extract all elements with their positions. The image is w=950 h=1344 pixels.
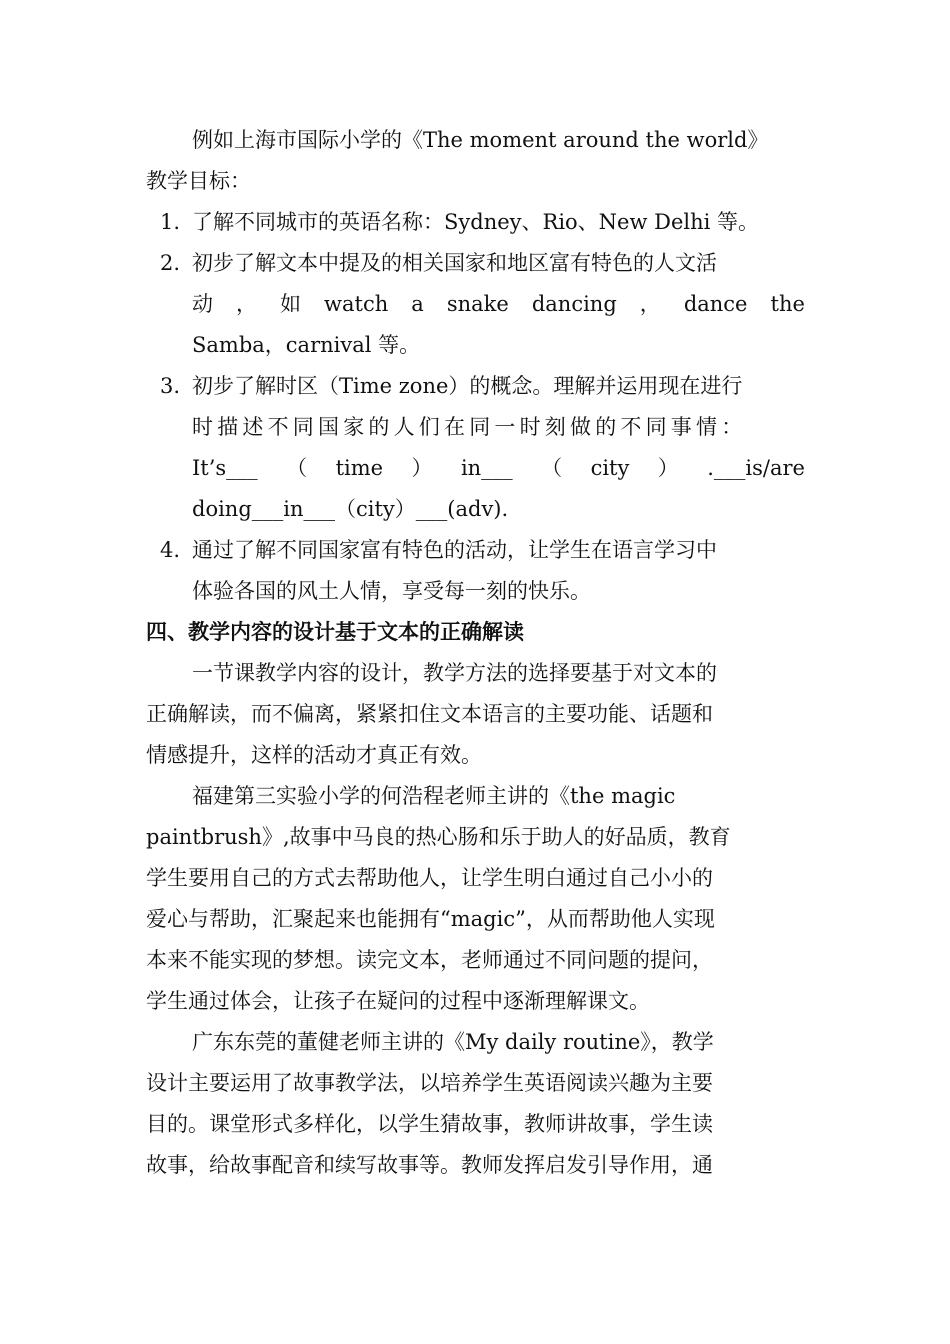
word: .___is/are — [707, 456, 805, 480]
word: in___ — [460, 456, 513, 480]
paragraph-line: 目的。课堂形式多样化，以学生猜故事，教师讲故事，学生读 — [146, 1112, 713, 1136]
word: the — [770, 292, 805, 316]
paragraph-line: 广东东莞的董健老师主讲的《My daily routine》，教学 — [192, 1030, 714, 1054]
justified-line — [192, 289, 805, 319]
intro-line: 例如上海市国际小学的《The moment around the world》 — [192, 128, 769, 152]
word: city — [590, 456, 630, 480]
list-item-text: 了解不同城市的英语名称：Sydney、Rio、New Delhi 等。 — [192, 210, 760, 234]
list-item-text: 初步了解文本中提及的相关国家和地区富有特色的人文活 — [192, 251, 717, 275]
list-item-text: 体验各国的风土人情，享受每一刻的快乐。 — [192, 579, 591, 603]
word: （ — [541, 456, 563, 480]
word: ） — [657, 456, 679, 480]
word: a — [411, 292, 424, 316]
list-item-text — [192, 412, 805, 442]
objectives-label: 教学目标： — [146, 169, 251, 193]
word: dance — [683, 292, 748, 316]
paragraph-line: 情感提升，这样的活动才真正有效。 — [146, 743, 482, 767]
paragraph-line: 学生通过体会，让孩子在疑问的过程中逐渐理解课文。 — [146, 989, 650, 1013]
text: 时描述不同国家的人们在同一时刻做的不同事情： — [192, 415, 747, 439]
paragraph-line: 爱心与帮助，汇聚起来也能拥有“magic”，从而帮助他人实现 — [146, 907, 715, 931]
paragraph-line: 学生要用自己的方式去帮助他人，让学生明白通过自己小小的 — [146, 866, 713, 890]
list-number: 4. — [160, 538, 181, 562]
word: 动 — [192, 292, 213, 316]
word: （ — [286, 456, 308, 480]
section-heading: 四、教学内容的设计基于文本的正确解读 — [146, 620, 524, 644]
paragraph-line: 故事，给故事配音和续写故事等。教师发挥启发引导作用，通 — [146, 1153, 713, 1177]
paragraph-line: 正确解读，而不偏离，紧紧扣住文本语言的主要功能、话题和 — [146, 702, 713, 726]
word: ） — [411, 456, 433, 480]
list-number: 1. — [160, 210, 181, 234]
paragraph-line: paintbrush》,故事中马良的热心肠和乐于助人的好品质，教育 — [146, 825, 731, 849]
word: ， — [639, 292, 661, 316]
word: 如 — [280, 292, 302, 316]
paragraph-line: 本来不能实现的梦想。读完文本，老师通过不同问题的提问， — [146, 948, 713, 972]
list-number: 3. — [160, 374, 181, 398]
word: watch — [324, 292, 389, 316]
paragraph-line: 设计主要运用了故事教学法，以培养学生英语阅读兴趣为主要 — [146, 1071, 713, 1095]
word: ， — [236, 292, 258, 316]
list-item-text: 初步了解时区（Time zone）的概念。理解并运用现在进行 — [192, 374, 743, 398]
list-item-text: Samba，carnival 等。 — [192, 333, 421, 357]
word: time — [335, 456, 384, 480]
list-item-text: doing___in___（city）___(adv). — [192, 497, 509, 521]
list-item-text: 通过了解不同国家富有特色的活动，让学生在语言学习中 — [192, 538, 717, 562]
word: dancing — [531, 292, 617, 316]
word: It’s___ — [192, 456, 258, 480]
justified-line — [192, 453, 805, 483]
paragraph-line: 一节课教学内容的设计，教学方法的选择要基于对文本的 — [192, 661, 717, 685]
word: snake — [446, 292, 509, 316]
list-number: 2. — [160, 251, 181, 275]
paragraph-line: 福建第三实验小学的何浩程老师主讲的《the magic — [192, 784, 676, 808]
